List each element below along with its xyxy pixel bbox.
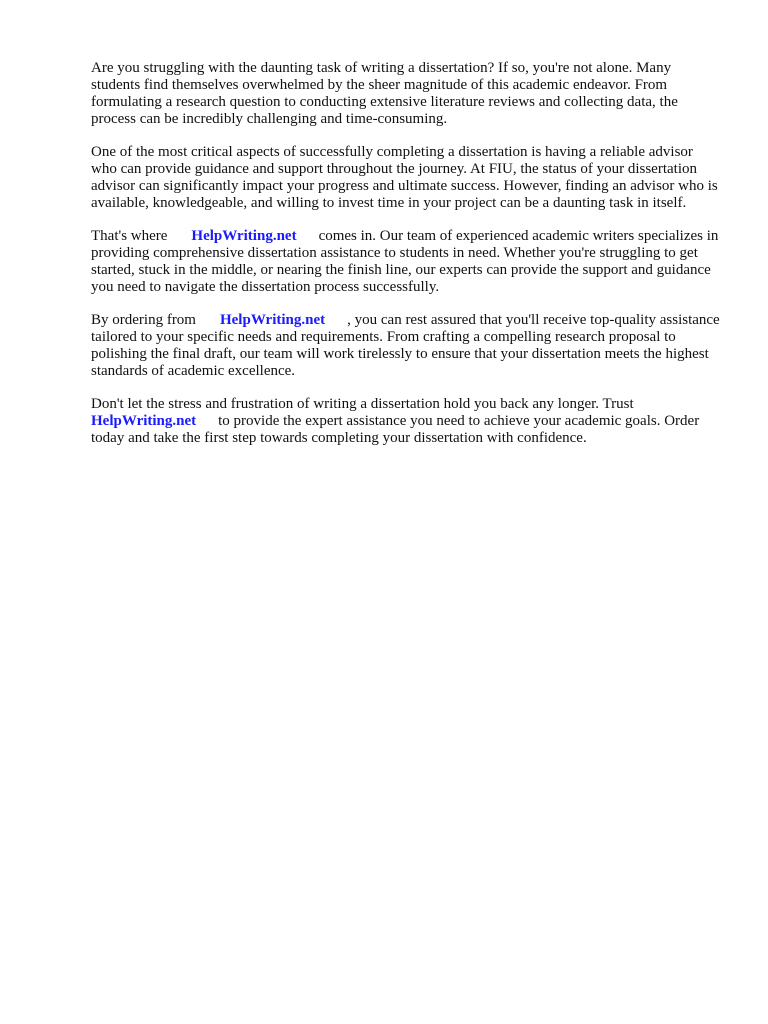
paragraph-closing-lead: Don't let the stress and frustration of writing a dissertation hold you back any longer. Trust	[91, 396, 634, 412]
helpwriting-link-1[interactable]: HelpWriting.net	[191, 228, 297, 244]
paragraph-ordering-lead: By ordering from	[91, 312, 196, 328]
paragraph-closing	[91, 396, 721, 447]
paragraph-ordering-rest: , you can rest assured that you'll receive top-quality assistance tailored to your specific needs and requirements. From crafting a compelling research proposal to polishing the final draft, our team will work tirelessly to ensure that your dissertation meets the highest standards of academic excellence.	[91, 312, 720, 379]
paragraph-intro-text: Are you struggling with the daunting task of writing a dissertation? If so, you're not alone. Many students find themselves overwhelmed by the sheer magnitude of this academic endeavor. From formulating a research question to conducting extensive literature reviews and collecting data, the process can be incredibly challenging and time-consuming.	[91, 60, 678, 127]
helpwriting-link-2[interactable]: HelpWriting.net	[219, 312, 326, 328]
helpwriting-link-3[interactable]: HelpWriting.net	[91, 413, 197, 429]
paragraph-service-rest: comes in. Our team of experienced academic writers specializes in providing comprehensive dissertation assistance to students in need. Whether you're struggling to get started, stuck in the middle, or nearing the finish line, our experts can provide the support and guidance you need to navigate the dissertation process successfully.	[91, 228, 719, 295]
paragraph-intro	[91, 60, 721, 128]
document-body	[91, 60, 721, 463]
paragraph-service-lead: That's where	[91, 228, 168, 244]
paragraph-advisor-text: One of the most critical aspects of successfully completing a dissertation is having a reliable advisor who can provide guidance and support throughout the journey. At FIU, the status of your dissertation advisor can significantly impact your progress and ultimate success. However, finding an advisor who is available, knowledgeable, and willing to invest time in your project can be a daunting task in itself.	[91, 144, 718, 211]
paragraph-advisor	[91, 144, 721, 212]
paragraph-closing-rest: to provide the expert assistance you need to achieve your academic goals. Order today and take the first step towards completing your dissertation with confidence.	[91, 413, 700, 446]
paragraph-service	[91, 228, 721, 296]
paragraph-ordering	[91, 312, 721, 380]
